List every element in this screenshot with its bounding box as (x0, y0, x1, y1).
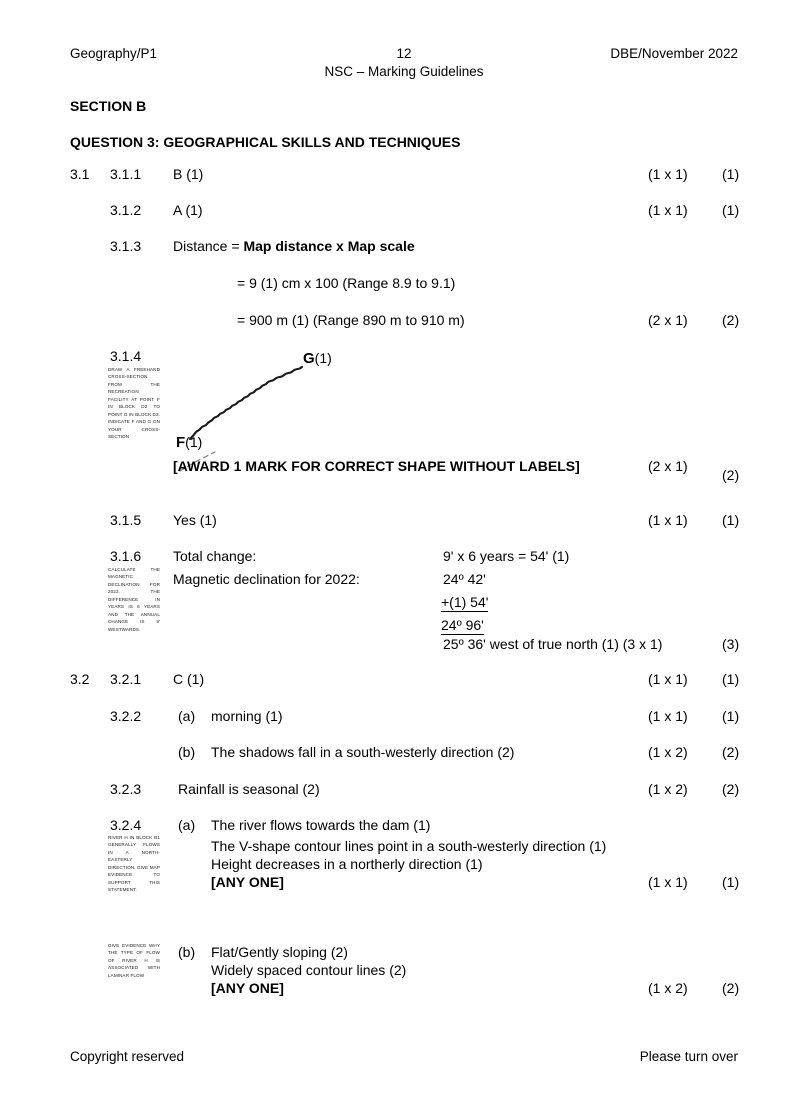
answer-3-2-2-a: morning (1) (211, 708, 283, 724)
calc-3-2-4-b: (1 x 2) (648, 980, 688, 996)
calc-3-2-1: (1 x 1) (648, 671, 688, 687)
declination-value-2016: 24º 42' (443, 571, 486, 587)
calc-3-1-4: (2 x 1) (648, 458, 688, 474)
answer-3-2-3: Rainfall is seasonal (2) (178, 781, 320, 797)
answer-3-2-1: C (1) (173, 671, 205, 687)
micro-question-text-3-1-4: DRAW A FREEHAND CROSS-SECTION FROM THE RECREATION FACILITY AT POINT F IN BLOCK D2 TO POINT G IN BLOCK D3. INDICATE F AND G ON YOUR CROSS-SECTION (108, 367, 160, 439)
declination-sum: 24º 96' (441, 617, 484, 633)
question-3-heading: QUESTION 3: GEOGRAPHICAL SKILLS AND TECHNIQUES (70, 134, 461, 150)
section-b-heading: SECTION B (70, 98, 147, 114)
marks-3-1-2: (1) (722, 202, 740, 218)
question-number-3-2-3: 3.2.3 (110, 781, 142, 797)
declination-total-change: 9' x 6 years = 54' (1) (443, 548, 570, 564)
formula-prefix: Distance = (173, 238, 244, 254)
answer-3-2-4-b-line1: Flat/Gently sloping (2) (211, 944, 348, 960)
marks-3-1-6: (3) (722, 636, 740, 652)
question-number-3-2-1: 3.2.1 (110, 671, 142, 687)
answer-3-1-1: B (1) (173, 166, 204, 182)
question-number-3-2: 3.2 (70, 671, 90, 687)
marks-3-1-1: (1) (722, 166, 740, 182)
award-note-3-1-4: [AWARD 1 MARK FOR CORRECT SHAPE WITHOUT LABELS] (173, 458, 580, 474)
page-header (70, 46, 738, 82)
answer-3-2-4-b-anyone: [ANY ONE] (211, 980, 284, 996)
question-number-3-1: 3.1 (70, 166, 90, 182)
footer-copyright: Copyright reserved (70, 1049, 185, 1064)
calc-3-2-2-a: (1 x 1) (648, 708, 688, 724)
marks-3-1-5: (1) (722, 512, 740, 528)
marks-3-2-4-b: (2) (722, 980, 740, 996)
answer-3-1-3-formula (173, 238, 415, 254)
answer-3-2-2-b: The shadows fall in a south-westerly direction (2) (211, 744, 515, 760)
cross-section-label-g: G(1) (303, 350, 332, 367)
answer-3-2-4-a-line3: Height decreases in a northerly direction (1) (211, 856, 483, 872)
declination-final-answer: 25º 36' west of true north (1) (3 x 1) (443, 636, 663, 652)
sub-letter-3-2-2-b: (b) (178, 744, 196, 760)
marks-3-1-4: (2) (722, 467, 740, 483)
question-number-3-1-6: 3.1.6 (110, 548, 142, 564)
question-number-3-1-5: 3.1.5 (110, 512, 142, 528)
header-subject: Geography/P1 (70, 46, 158, 61)
answer-3-1-2: A (1) (173, 202, 203, 218)
marks-3-2-3: (2) (722, 781, 740, 797)
header-document-type: NSC – Marking Guidelines (324, 64, 484, 79)
calc-3-2-4-a: (1 x 1) (648, 874, 688, 890)
answer-3-2-4-a-line2: The V-shape contour lines point in a south-westerly direction (1) (211, 838, 607, 854)
calc-3-1-1: (1 x 1) (648, 166, 688, 182)
marks-3-2-2-a: (1) (722, 708, 740, 724)
calc-3-1-5: (1 x 1) (648, 512, 688, 528)
micro-question-text-3-1-6: CALCULATE THE MAGNETIC DECLINATION FOR 2022. THE DIFFERENCE IN YEARS IS 6 YEARS AND THE ANNUAL CHANGE IS 9' WESTWARDS. (108, 567, 160, 632)
answer-3-1-5: Yes (1) (173, 512, 217, 528)
question-number-3-1-1: 3.1.1 (110, 166, 142, 182)
marks-3-2-4-a: (1) (722, 874, 740, 890)
cross-section-label-f: F(1) (176, 434, 203, 451)
calc-3-2-2-b: (1 x 2) (648, 744, 688, 760)
question-number-3-1-3: 3.1.3 (110, 238, 142, 254)
answer-3-1-6-line1: Total change: (173, 548, 257, 564)
marks-3-2-1: (1) (722, 671, 740, 687)
header-exam-session: DBE/November 2022 (610, 46, 738, 61)
marks-3-2-2-b: (2) (722, 744, 740, 760)
answer-3-1-3-line3: = 900 m (1) (Range 890 m to 910 m) (237, 312, 465, 328)
sub-letter-3-2-4-a: (a) (178, 817, 196, 833)
calc-3-2-3: (1 x 2) (648, 781, 688, 797)
micro-question-text-3-2-4-a: RIVER H IN BLOCK B1 GENERALLY FLOWS IN A NORTH-EASTERLY DIRECTION. GIVE MAP EVIDENCE TO SUPPORT THIS STATEMENT. (108, 835, 160, 893)
footer-turn-over: Please turn over (639, 1049, 738, 1064)
answer-3-1-3-line2: = 9 (1) cm x 100 (Range 8.9 to 9.1) (237, 275, 456, 291)
sub-letter-3-2-4-b: (b) (178, 944, 196, 960)
declination-added-change: +(1) 54' (441, 594, 489, 610)
formula-bold: Map distance x Map scale (243, 238, 415, 254)
micro-question-text-3-2-4-b: GIVE EVIDENCE WHY THE TYPE OF FLOW OF RIVER H IS ASSOCIATED WITH LAMINAR FLOW (108, 943, 160, 978)
marks-3-1-3: (2) (722, 312, 740, 328)
question-number-3-1-4: 3.1.4 (110, 348, 142, 364)
answer-3-1-6-line2: Magnetic declination for 2022: (173, 571, 360, 587)
answer-3-2-4-a-line1: The river flows towards the dam (1) (211, 817, 431, 833)
sub-letter-3-2-2-a: (a) (178, 708, 196, 724)
question-number-3-2-4: 3.2.4 (110, 817, 142, 833)
calc-3-1-2: (1 x 1) (648, 202, 688, 218)
question-number-3-2-2: 3.2.2 (110, 708, 142, 724)
header-page-number: 12 (396, 46, 412, 61)
calc-3-1-3: (2 x 1) (648, 312, 688, 328)
answer-3-2-4-a-anyone: [ANY ONE] (211, 874, 284, 890)
question-number-3-1-2: 3.1.2 (110, 202, 142, 218)
answer-3-2-4-b-line2: Widely spaced contour lines (2) (211, 962, 407, 978)
